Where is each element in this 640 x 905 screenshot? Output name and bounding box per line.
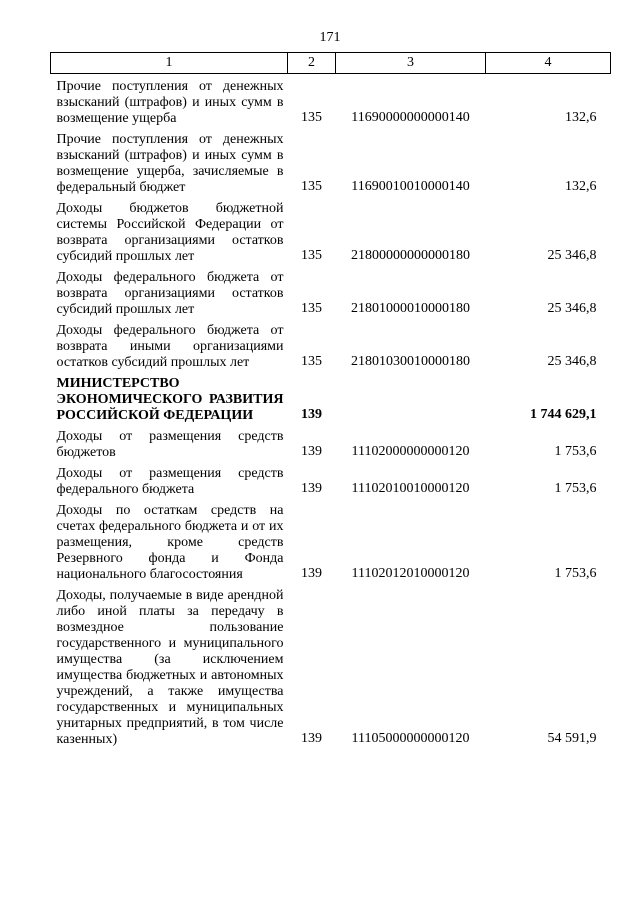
row-description: Доходы по остаткам средств на счетах федерального бюджета и от их размещения, кроме средств Резервного фонда и Фонда национального благосостояния [56, 503, 284, 582]
table-body [51, 74, 611, 749]
table-header [51, 53, 611, 74]
column-header-2: 2 [288, 53, 336, 74]
table-row [51, 461, 611, 498]
column-header-4: 4 [486, 53, 611, 74]
row-kbk: 11102012010000120 [351, 566, 470, 581]
row-amount: 1 753,6 [554, 566, 597, 581]
row-description: Доходы бюджетов бюджетной системы Российской Федерации от возврата организациями остатков субсидий прошлых лет [56, 201, 284, 264]
header-row [51, 53, 611, 74]
column-header-1: 1 [51, 53, 288, 74]
table-row [51, 265, 611, 318]
row-description: Прочие поступления от денежных взысканий (штрафов) и иных сумм в возмещение ущерба, зачисляемые в федеральный бюджет [56, 132, 284, 195]
row-amount: 1 753,6 [554, 481, 597, 496]
row-amount: 25 346,8 [547, 301, 597, 316]
row-description: Доходы от размещения средств федерального бюджета [56, 466, 284, 497]
row-kbk: 11690000000000140 [351, 110, 470, 125]
table-row [51, 127, 611, 196]
row-kbk: 11690010010000140 [351, 179, 470, 194]
table-row [51, 498, 611, 583]
row-description: Доходы от размещения средств бюджетов [56, 429, 284, 460]
row-amount: 25 346,8 [547, 248, 597, 263]
row-amount: 54 591,9 [547, 731, 597, 746]
row-amount: 1 753,6 [554, 444, 597, 459]
row-amount: 132,6 [565, 179, 597, 194]
row-code: 135 [301, 301, 322, 316]
page-number: 171 [319, 30, 341, 45]
revenue-table [50, 52, 611, 748]
row-description: Прочие поступления от денежных взысканий (штрафов) и иных сумм в возмещение ущерба [56, 79, 284, 126]
row-code: 139 [301, 444, 322, 459]
row-code: 135 [301, 354, 322, 369]
row-code: 139 [301, 731, 322, 746]
row-kbk: 21801000010000180 [351, 301, 470, 316]
table-row [51, 318, 611, 371]
column-header-3: 3 [336, 53, 486, 74]
row-code: 135 [301, 110, 322, 125]
row-code: 139 [301, 481, 322, 496]
ministry-name: МИНИСТЕРСТВО ЭКОНОМИЧЕСКОГО РАЗВИТИЯ РОССИЙСКОЙ ФЕДЕРАЦИИ [56, 376, 284, 423]
ministry-total: 1 744 629,1 [530, 407, 597, 422]
ministry-row [51, 371, 611, 424]
row-kbk: 11102010010000120 [351, 481, 470, 496]
table-row [51, 424, 611, 461]
row-code: 135 [301, 248, 322, 263]
ministry-kbk [336, 371, 486, 424]
table-row [51, 74, 611, 128]
row-amount: 25 346,8 [547, 354, 597, 369]
table-row [51, 583, 611, 748]
row-code: 135 [301, 179, 322, 194]
row-kbk: 21801030010000180 [351, 354, 470, 369]
row-kbk: 21800000000000180 [351, 248, 470, 263]
row-description: Доходы федерального бюджета от возврата организациями остатков субсидий прошлых лет [56, 270, 284, 317]
row-description: Доходы, получаемые в виде арендной либо иной платы за передачу в возмездное пользование государственного и муниципального имущества (за исключением имущества бюджетных и автономных учреждений, а также имущества государственных и муниципальных унитарных предприятий, в том числе казенных) [56, 588, 284, 747]
ministry-code: 139 [301, 407, 322, 422]
row-kbk: 11102000000000120 [351, 444, 470, 459]
table-row [51, 196, 611, 265]
row-code: 139 [301, 566, 322, 581]
row-amount: 132,6 [565, 110, 597, 125]
row-description: Доходы федерального бюджета от возврата иными организациями остатков субсидий прошлых лет [56, 323, 284, 370]
row-kbk: 11105000000000120 [351, 731, 470, 746]
